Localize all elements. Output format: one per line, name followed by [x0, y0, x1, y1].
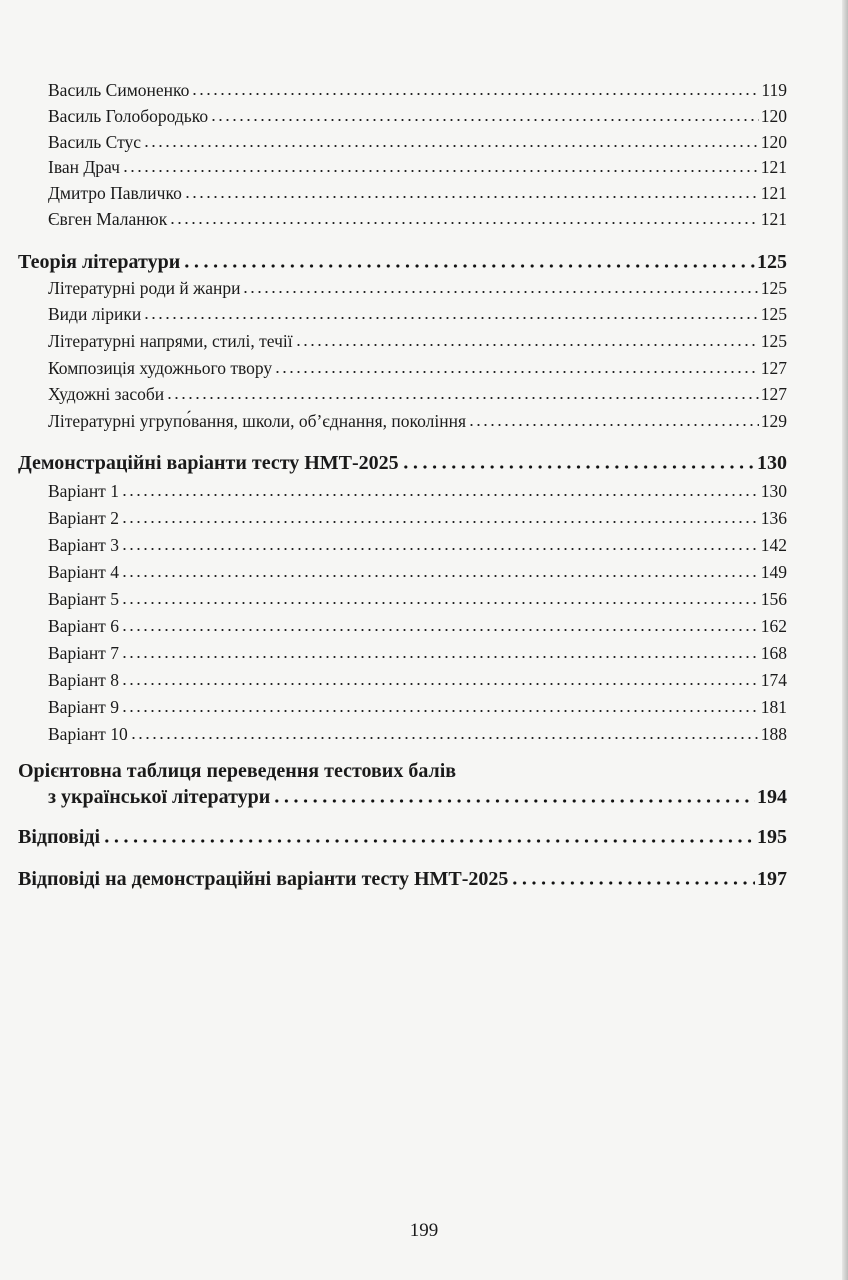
entry-page: 149	[760, 562, 787, 582]
entry-title: Варіант 8	[48, 670, 119, 690]
section-title-line1[interactable]: Орієнтовна таблиця переведення тестових балів	[18, 760, 457, 782]
entry-page: 121	[760, 209, 787, 229]
entry-title: Іван Драч	[48, 157, 120, 177]
entry-title: Види лірики	[48, 304, 142, 324]
toc-entry[interactable]	[48, 616, 787, 640]
dot-leader	[121, 628, 759, 632]
entry-page: 142	[760, 535, 787, 555]
section-page: 195	[757, 826, 787, 848]
entry-title: Варіант 3	[48, 535, 119, 555]
dot-leader	[121, 547, 759, 551]
toc-entry[interactable]	[48, 508, 787, 532]
toc-entry[interactable]	[48, 183, 787, 207]
dot-leader	[130, 736, 759, 740]
section-page: 125	[757, 251, 787, 273]
entry-title: Василь Стус	[48, 132, 142, 152]
entry-title: Варіант 9	[48, 697, 119, 717]
dot-leader	[121, 574, 759, 578]
dot-leader	[510, 881, 755, 885]
dot-leader	[121, 520, 759, 524]
section-page: 194	[757, 786, 787, 808]
entry-title: Літературні роди й жанри	[48, 278, 241, 298]
entry-page: 129	[760, 411, 787, 431]
dot-leader	[121, 655, 759, 659]
entry-title: Композиція художнього твору	[48, 358, 273, 378]
dot-leader	[122, 169, 759, 173]
toc-section-demo-answers[interactable]	[18, 868, 787, 894]
dot-leader	[182, 264, 755, 268]
entry-page: 119	[761, 80, 787, 100]
toc-entry[interactable]	[48, 589, 787, 613]
page-edge-shadow	[842, 0, 848, 1280]
toc-entry[interactable]	[48, 80, 787, 104]
entry-title: Варіант 7	[48, 643, 119, 663]
toc-section-answers[interactable]	[18, 826, 787, 852]
entry-page: 188	[760, 724, 787, 744]
entry-title: Євген Маланюк	[48, 209, 168, 229]
section-title-line2: з української літератури	[48, 786, 271, 808]
dot-leader	[210, 118, 759, 122]
dot-leader	[166, 396, 759, 400]
dot-leader	[121, 682, 759, 686]
entry-page: 125	[760, 304, 787, 324]
entry-page: 181	[760, 697, 787, 717]
dot-leader	[121, 493, 759, 497]
toc-entry[interactable]	[48, 358, 787, 382]
dot-leader	[121, 601, 759, 605]
entry-title: Василь Симоненко	[48, 80, 190, 100]
entry-page: 168	[760, 643, 787, 663]
entry-page: 121	[760, 183, 787, 203]
entry-title: Художні засоби	[48, 384, 165, 404]
toc-entry[interactable]	[48, 670, 787, 694]
entry-title: Літературні угрупо́вання, школи, об’єднання, покоління	[48, 411, 467, 431]
section-title: Відповіді на демонстраційні варіанти тесту НМТ-2025	[18, 868, 509, 890]
entry-page: 136	[760, 508, 787, 528]
entry-title: Варіант 5	[48, 589, 119, 609]
page-number: 199	[409, 1220, 439, 1241]
toc-entry[interactable]	[48, 481, 787, 505]
toc-entry[interactable]	[48, 209, 787, 233]
entry-page: 120	[760, 132, 787, 152]
entry-page: 162	[760, 616, 787, 636]
toc-entry[interactable]	[48, 304, 787, 328]
entry-page: 121	[760, 157, 787, 177]
entry-page: 130	[760, 481, 787, 501]
toc-entry[interactable]	[48, 278, 787, 302]
dot-leader	[468, 423, 759, 427]
section-title: Відповіді	[18, 826, 101, 848]
section-title: Теорія літератури	[18, 251, 181, 273]
dot-leader	[121, 709, 759, 713]
dot-leader	[143, 144, 759, 148]
dot-leader	[102, 839, 755, 843]
entry-title: Дмитро Павличко	[48, 183, 182, 203]
dot-leader	[295, 343, 759, 347]
entry-title: Василь Голобородько	[48, 106, 209, 126]
toc-entry[interactable]	[48, 643, 787, 667]
dot-leader	[169, 221, 759, 225]
section-title: Демонстраційні варіанти тесту НМТ-2025	[18, 452, 399, 474]
dot-leader	[191, 92, 759, 96]
toc-entry[interactable]	[48, 157, 787, 181]
entry-title: Варіант 6	[48, 616, 119, 636]
toc-section-demo[interactable]	[18, 452, 787, 478]
entry-page: 125	[760, 278, 787, 298]
entry-title: Варіант 4	[48, 562, 119, 582]
toc-section-conversion[interactable]	[48, 786, 787, 812]
toc-entry[interactable]	[48, 697, 787, 721]
toc-entry[interactable]	[48, 384, 787, 408]
dot-leader	[184, 195, 759, 199]
entry-page: 120	[760, 106, 787, 126]
dot-leader	[143, 316, 758, 320]
dot-leader	[401, 465, 755, 469]
entry-title: Варіант 2	[48, 508, 119, 528]
entry-title: Варіант 1	[48, 481, 119, 501]
entry-title: Варіант 10	[48, 724, 128, 744]
toc-section-theory[interactable]	[18, 251, 787, 277]
entry-page: 156	[760, 589, 787, 609]
section-page: 197	[757, 868, 787, 890]
entry-title: Літературні напрями, стилі, течії	[48, 331, 293, 351]
toc-entry[interactable]	[48, 411, 787, 435]
section-page: 130	[757, 452, 787, 474]
entry-page: 174	[760, 670, 787, 690]
entry-page: 127	[760, 358, 787, 378]
entry-page: 125	[760, 331, 787, 351]
toc-entry[interactable]	[48, 331, 787, 355]
entry-page: 127	[760, 384, 787, 404]
toc-entry[interactable]	[48, 562, 787, 586]
dot-leader	[272, 799, 755, 803]
toc-entry[interactable]	[48, 724, 787, 748]
toc-entry[interactable]	[48, 535, 787, 559]
toc-entry[interactable]	[48, 106, 787, 130]
toc-entry[interactable]	[48, 132, 787, 156]
dot-leader	[242, 290, 758, 294]
dot-leader	[274, 370, 759, 374]
